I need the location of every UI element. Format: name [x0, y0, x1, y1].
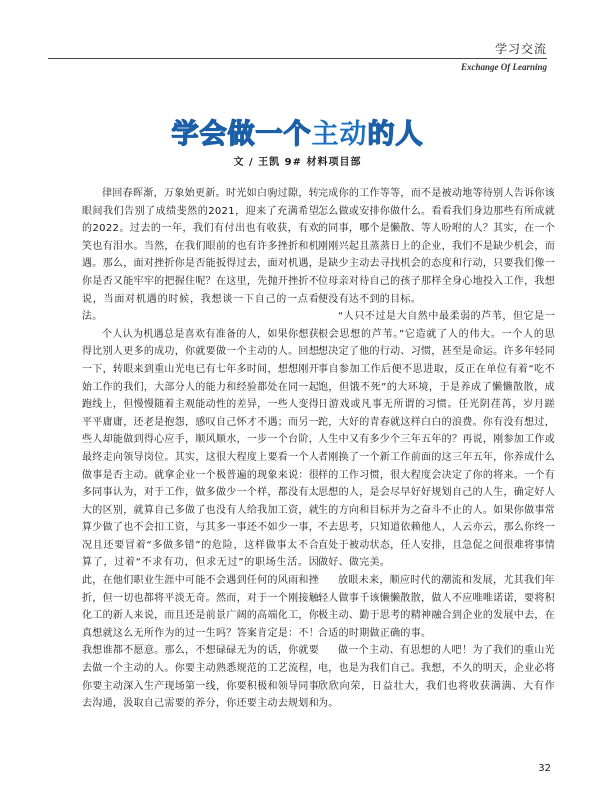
- byline: 文 / 王凯 9# 材料项目部: [233, 157, 362, 168]
- header-divider: [48, 58, 547, 59]
- section-label-english: Exchange Of Learning: [460, 62, 547, 72]
- paragraph: 个人认为机遇总是喜欢有准备的人，如果你想获得比别人更多的成功，你就要做一个主动的人。回想一下，转眼来到重山光电已有七年多时间，想想刚开始工作的我们，大部分人的能力和经验都处在同一起跑线上，但慢慢随着主观能动性的差异，一些人变得平平庸庸，还老是抱怨，感叹自己怀才不遇；而另一些人却能做到得心应手，顺风顺水，一步一个台阶，最终走向领导岗位。其实，这很大程度上要看一个人做事是否主动。就拿企业一个极普遍的现象来说：很多同事认为，对于工作，做多做少一个样，都没有太大的区别，就算自己多做了也没有人给我加工资，就算少做了也不会扣工资，与其多一事还不如少一事，况且还要冒着“多做多错”的危险，这样做事太不合算了，过着“不求有功，但求无过”的职场生活。因此，在他们职业生涯中可能不会遇到任何的风雨和挫折，但一切也都将平淡无奇。然而，对于一个刚接触化工的新人来说，而且还是前景广阔的高端化工，你真想就这么无所作为的过一生吗？答案肯定是：不！我想谁都不愿意。那么，不想碌碌无为的话，你就要去做一个主动的人。你要主动熟悉规范的工艺流程，你要主动深入生产现场第一线，你要积极和领导同事去沟通，汲取自己需要的养分，你还要主动去规划和: [82, 328, 319, 710]
- paragraph: 律回春晖渐，万象始更新。时光如白驹过隙，转眼间我们告别了成绩斐然的2021，迎来了充满希望的2022。过去的一年，我们有付出也有收获，有欢笑也有泪水。当然，在我们眼前的也有许多挫折和机遇。那么，面对挫折你是否能扳得过去，面对机遇，你是否又能牢牢的把握住呢？在这里，先抛开挫折不说，当面对机遇的时候，我想谈一下自己的一点看法。: [82, 188, 319, 323]
- paragraph-continuation: 完成你的工作等等，而不是被动地等待别人告诉你该怎么做或安排你做什么。看看我们身边那些有所成就的同事，哪个是懒散、等人吩咐的人？其实，在一个刚刚兴起且蒸蒸日上的企业，我们不是缺少机会，而是缺少主动去寻找机会的态度和行动，只要我们像一位母亲对待自己的孩子那样全身心地投入工作，我想便没有达不到的目标。: [318, 188, 555, 305]
- section-label: 学习交流: [494, 42, 547, 56]
- title-part-3: 的人: [367, 119, 424, 150]
- paragraph: “人只不过是大自然中最柔弱的芦苇，但它是一根会思想的芦苇。”它造就了人的伟大。一个人的思想决定了他的行动、习惯，甚至是命运。许多年轻同事自参加工作后便不思进取，反正在单位有着“吃不饱，但饿不死”的大环境，于是养成了懒懒散散，成日游戏或凡事无所谓的习惯。任光阴荏苒，岁月蹉跎，大好的青春就这样白白的浪费。你有没有想过，人生中又有多少个三年五年的？再说，刚参加工作或者刚换了一个新工作前面的这三年五年，你养成什么样的工作习惯，很大程度会决定了你的将来。一个有思想的人，是会尽早好好规划自己的人生，确定好人生的方向和目标并为之奋斗不止的人。如果你做事常不去思考，只知道依赖他人，人云亦云，那么你终一直处于被动状态，任人安排，且急促之间很难将事情做好、做完美。: [318, 311, 555, 569]
- paragraph: 做一个主动、有思想的人吧！为了我们的重山光电，也是为我们自己。我想，不久的明天，企业必将欣欣向荣，日益壮大，我们也将收获满满、大有作为。: [318, 645, 555, 710]
- title-part-1: 学会做一个: [171, 119, 312, 150]
- title-part-2: 主动: [311, 119, 368, 150]
- left-column: [82, 185, 319, 713]
- article-title: [0, 112, 595, 151]
- page-number: 32: [538, 763, 551, 774]
- right-column: [318, 185, 555, 713]
- paragraph: 放眼未来，顺应时代的潮流和发展，尤其我们年轻人做事千该懒懒散散，做人不应唯唯诺诺，要将积极主动、勤于思考的精神融合到企业的发展中去，在合适的时期做正确的事。: [318, 575, 555, 639]
